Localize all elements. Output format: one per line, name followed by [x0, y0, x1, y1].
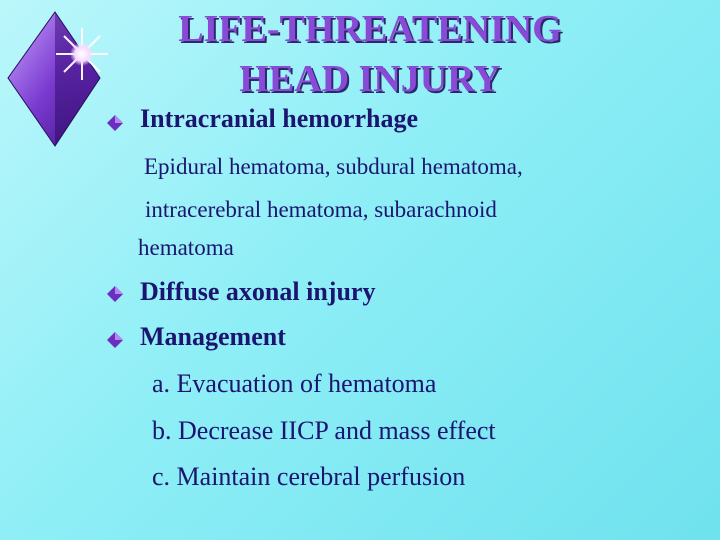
sparkle-diamond-icon: [0, 0, 130, 160]
purple-diamond-bullet-icon: [107, 115, 123, 131]
title-line-2: HEAD INJURY: [239, 58, 501, 100]
management-item: c. Maintain cerebral perfusion: [152, 462, 466, 491]
purple-diamond-bullet-icon: [107, 286, 123, 302]
bullet-heading-diffuse-axonal-injury: Diffuse axonal injury: [140, 277, 376, 306]
bullet-heading-management: Management: [140, 322, 286, 351]
purple-diamond-bullet-icon: [107, 332, 123, 348]
hemorrhage-detail-line-2: intracerebral hematoma, subarachnoid: [145, 197, 497, 222]
management-item: b. Decrease IICP and mass effect: [152, 416, 496, 445]
slide-title: [140, 4, 600, 104]
bullet-heading-intracranial-hemorrhage: Intracranial hemorrhage: [140, 104, 419, 133]
title-line-1: LIFE-THREATENING: [178, 8, 562, 50]
hemorrhage-detail-line-3: hematoma: [138, 235, 234, 260]
hemorrhage-detail-line-1: Epidural hematoma, subdural hematoma,: [144, 154, 523, 179]
management-item: a. Evacuation of hematoma: [152, 369, 437, 398]
